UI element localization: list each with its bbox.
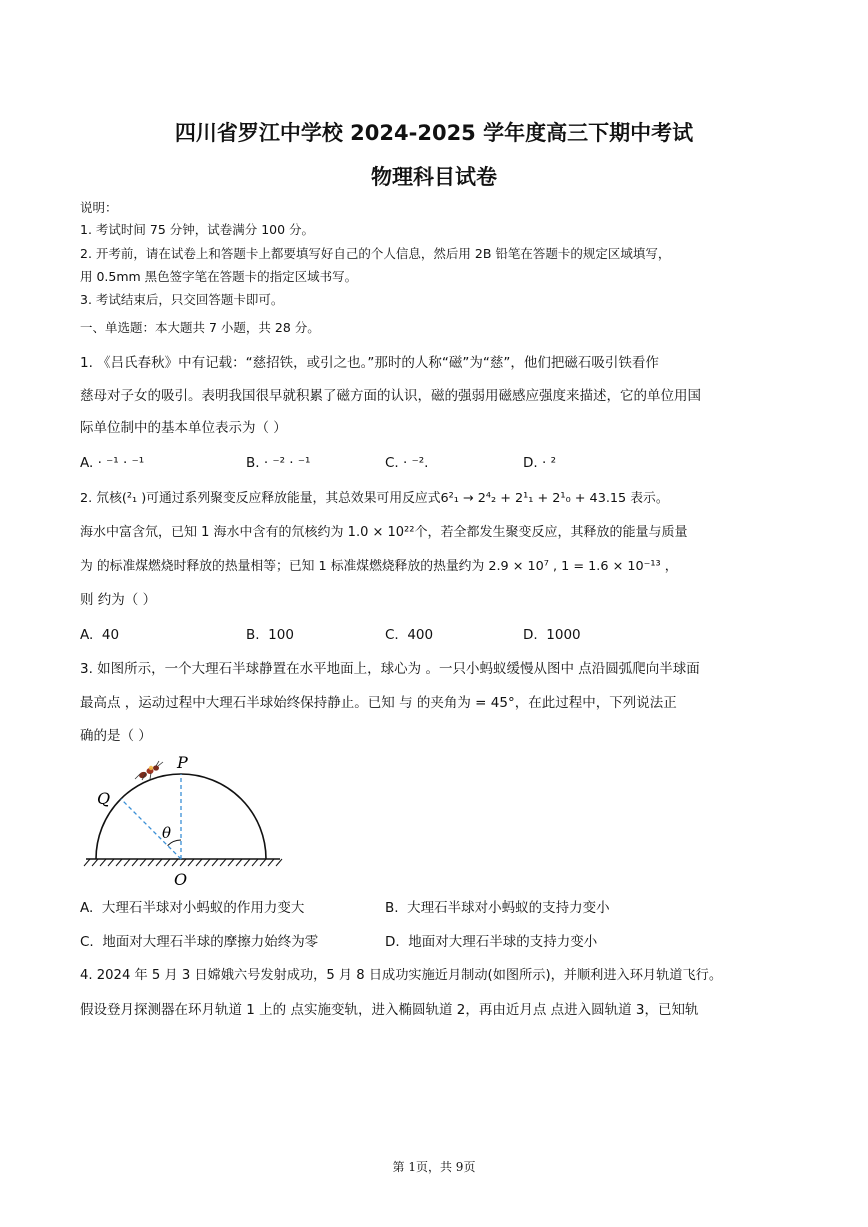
option-text: 大理石半球对小蚂蚁的支持力变小 [407,900,610,916]
page-footer: 第 1页，共 9页 [392,1160,476,1174]
q3-line: 最高点 ，运动过程中大理石半球始终保持静止。已知 与 的夹角为 = 45°，在此过程中，下列说法正 [80,695,677,711]
q3-line: 确的是（ ） [80,728,152,744]
instruction-item: 1. 考试时间 75 分钟，试卷满分 100 分。 [80,222,315,237]
option-text: · ⁻¹ · ⁻¹ [97,455,145,471]
page-subtitle: 物理科目试卷 [371,165,497,189]
option-label: D. [523,455,538,471]
option-label: C. [80,934,94,950]
option-label: B. [385,900,399,916]
q1-option-a [80,454,144,472]
q2-option-d [523,626,581,644]
option-text: · ⁻². [403,455,429,471]
option-label: A. [80,900,94,916]
q4-line: 假设登月探测器在环月轨道 1 上的 点实施变轨，进入椭圆轨道 2，再由近月点 点进入圆轨道 3，已知轨 [80,1002,699,1018]
q2-option-b [246,626,294,644]
instructions-heading: 说明： [80,200,118,215]
instruction-item: 2. 开考前，请在试卷上和答题卡上都要填写好自己的个人信息，然后用 2B 铅笔在答题卡的规定区域填写， [80,246,671,261]
option-label: B. [246,455,260,471]
q2-option-a [80,626,119,644]
option-text: 40 [101,627,120,643]
instruction-item: 用 0.5mm 黑色签字笔在答题卡的指定区域书写。 [80,269,358,284]
q1-option-c [385,454,428,472]
option-text: 1000 [546,627,581,643]
radius-oq [121,799,181,859]
q3-option-a [80,899,304,917]
hemisphere-figure [80,752,290,894]
option-label: B. [246,627,260,643]
option-text: 大理石半球对小蚂蚁的作用力变大 [101,900,305,916]
q3-option-d [385,933,597,951]
option-label: C. [385,455,399,471]
q2-line: 2. 氘核(²₁ )可通过系列聚变反应释放能量，其总效果可用反应式6²₁ → 2⁴₂ + 2¹₁ + 2¹₀ + 43.15 表示。 [80,491,669,506]
label-q: Q [97,789,111,808]
option-text: · ⁻² · ⁻¹ [263,455,311,471]
q2-line: 则 约为（ ） [80,592,157,608]
q1-line: 慈母对子女的吸引。表明我国很早就积累了磁方面的认识，磁的强弱用磁感应强度来描述，它的单位用国 [80,388,701,404]
q1-option-d [523,454,556,472]
option-label: C. [385,627,399,643]
section-heading: 一、单选题：本大题共 7 小题，共 28 分。 [80,320,320,335]
label-p: P [177,753,188,772]
q2-line: 为 的标准煤燃烧时释放的热量相等；已知 1 标准煤燃烧释放的热量约为 2.9 × 10⁷ , 1 = 1.6 × 10⁻¹³ ， [80,559,678,574]
q3-option-b [385,899,610,917]
option-label: D. [385,934,400,950]
q2-option-c [385,626,433,644]
option-text: 100 [268,627,294,643]
option-text: 地面对大理石半球的摩擦力始终为零 [102,934,319,950]
q1-option-b [246,454,310,472]
q3-line: 3. 如图所示，一个大理石半球静置在水平地面上，球心为 。一只小蚂蚁缓慢从图中 点沿圆弧爬向半球面 [80,661,700,677]
q1-line: 1. 《吕氏春秋》中有记载：“慈招铁，或引之也。”那时的人称“磁”为“慈”，他们把磁石吸引铁看作 [80,355,659,371]
option-text: · ² [541,455,556,471]
page-title: 四川省罗江中学校 2024-2025 学年度高三下期中考试 [174,121,694,145]
q4-line: 4. 2024 年 5 月 3 日嫦娥六号发射成功，5 月 8 日成功实施近月制动(如图所示)，并顺利进入环月轨道飞行。 [80,968,723,983]
label-theta: θ [162,824,172,842]
option-label: D. [523,627,538,643]
q2-line: 海水中富含氘，已知 1 海水中含有的氘核约为 1.0 × 10²²个，若全都发生聚变反应，其释放的能量与质量 [80,525,688,540]
q3-option-c [80,933,318,951]
option-text: 地面对大理石半球的支持力变小 [408,934,598,950]
option-label: A. [80,455,94,471]
instruction-item: 3. 考试结束后，只交回答题卡即可。 [80,292,284,307]
q1-line: 际单位制中的基本单位表示为（ ） [80,420,287,436]
option-label: A. [80,627,94,643]
label-o: O [174,870,188,889]
option-text: 400 [407,627,434,643]
